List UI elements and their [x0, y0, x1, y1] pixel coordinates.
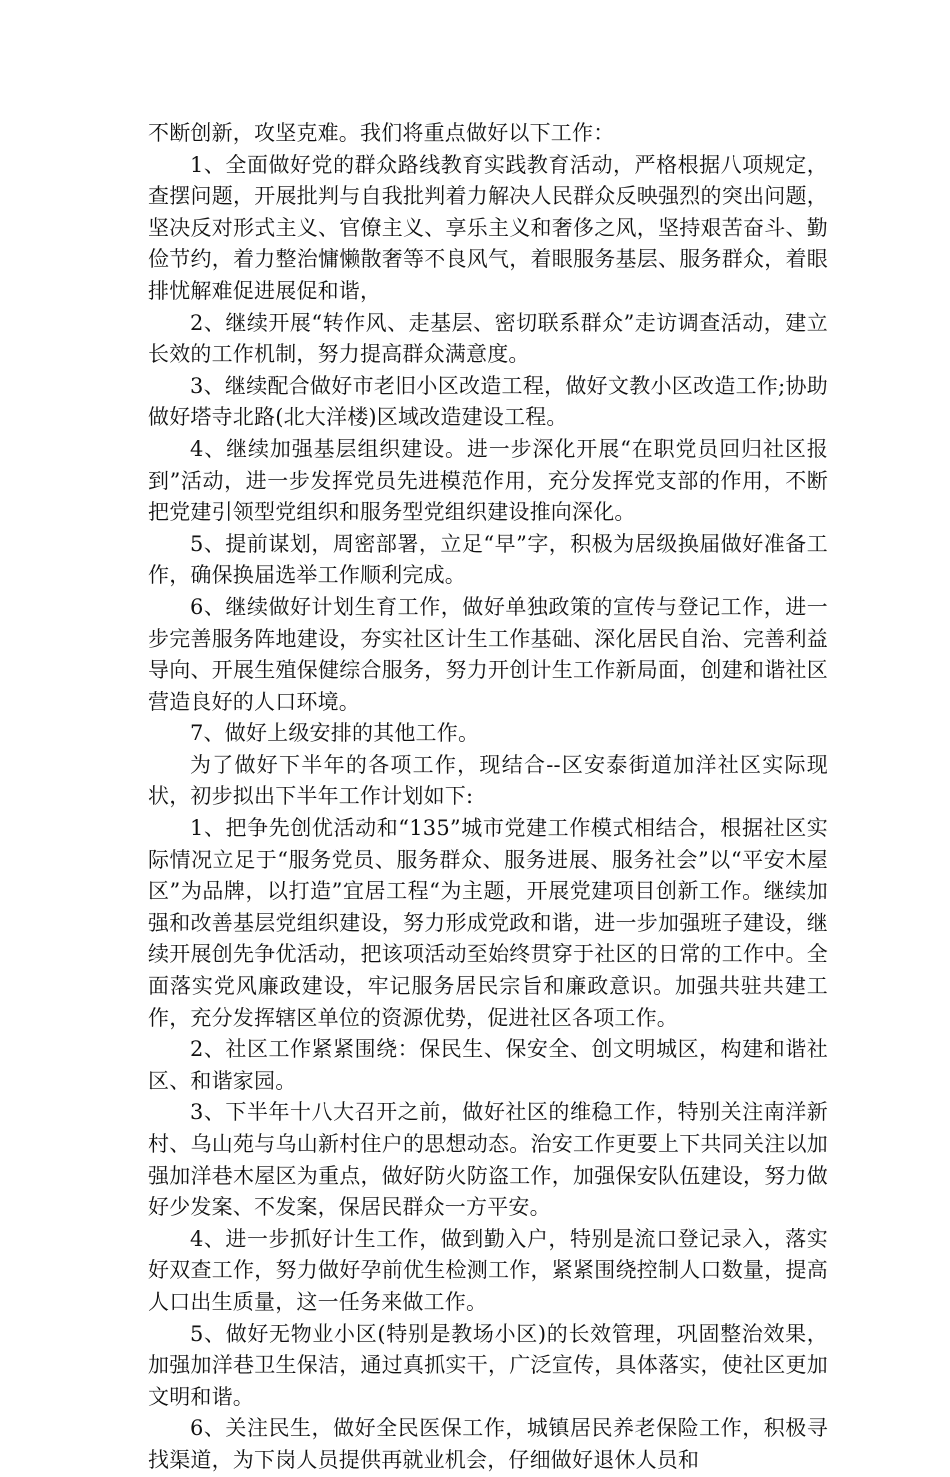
document-body	[148, 118, 828, 1477]
paragraph-intro: 不断创新，攻坚克难。我们将重点做好以下工作：	[148, 121, 615, 145]
paragraph-plan-3: 3、下半年十八大召开之前，做好社区的维稳工作，特别关注南洋新村、乌山苑与乌山新村住户的思想动态。治安工作更要上下共同关注以加强加洋巷木屋区为重点，做好防火防盗工作，加强保安队伍建设，努力做好少发案、不发案，保居民群众一方平安。	[148, 1100, 828, 1220]
paragraph-item-6: 6、继续做好计划生育工作，做好单独政策的宣传与登记工作，进一步完善服务阵地建设，夯实社区计生工作基础、深化居民自治、完善利益导向、开展生殖保健综合服务，努力开创计生工作新局面，创建和谐社区营造良好的人口环境。	[148, 594, 828, 714]
paragraph-item-2: 2、继续开展“转作风、走基层、密切联系群众”走访调查活动，建立长效的工作机制，努力提高群众满意度。	[148, 310, 828, 367]
paragraph-item-7: 7、做好上级安排的其他工作。	[190, 721, 480, 746]
paragraph-item-4: 4、继续加强基层组织建设。进一步深化开展“在职党员回归社区报到”活动，进一步发挥党员先进模范作用，充分发挥党支部的作用，不断把党建引领型党组织和服务型党组织建设推向深化。	[148, 436, 828, 525]
paragraph-plan-6: 6、关注民生，做好全民医保工作，城镇居民养老保险工作，积极寻找渠道，为下岗人员提供再就业机会，仔细做好退休人员和	[148, 1416, 828, 1472]
paragraph-item-3: 3、继续配合做好市老旧小区改造工程，做好文教小区改造工作;协助做好塔寺北路(北大洋楼)区域改造建设工程。	[148, 373, 828, 430]
paragraph-item-1: 1、全面做好党的群众路线教育实践教育活动，严格根据八项规定，查摆问题，开展批判与自我批判着力解决人民群众反映强烈的突出问题，坚决反对形式主义、官僚主义、享乐主义和奢侈之风，坚持艰苦奋斗、勤俭节约，着力整治慵懒散奢等不良风气，着眼服务基层、服务群众，着眼排忧解难促进展促和谐，	[148, 152, 828, 303]
paragraph-plan-5: 5、做好无物业小区(特别是教场小区)的长效管理，巩固整治效果，加强加洋巷卫生保洁，通过真抓实干，广泛宣传，具体落实，使社区更加文明和谐。	[148, 1321, 828, 1409]
paragraph-item-5: 5、提前谋划，周密部署，立足“早”字，积极为居级换届做好准备工作，确保换届选举工作顺利完成。	[148, 531, 828, 588]
paragraph-plan-1: 1、把争先创优活动和“135”城市党建工作模式相结合，根据社区实际情况立足于“服务党员、服务群众、服务进展、服务社会”以“平安木屋区”为品牌，以打造”宜居工程“为主题，开展党建项目创新工作。继续加强和改善基层党组织建设，努力形成党政和谐，进一步加强班子建设，继续开展创先争优活动，把该项活动至始终贯穿于社区的日常的工作中。全面落实党风廉政建设，牢记服务居民宗旨和廉政意识。加强共驻共建工作，充分发挥辖区单位的资源优势，促进社区各项工作。	[148, 816, 828, 1030]
paragraph-plan-intro: 为了做好下半年的各项工作，现结合--区安泰街道加洋社区实际现状，初步拟出下半年工作计划如下:	[148, 752, 828, 809]
paragraph-plan-2: 2、社区工作紧紧围绕：保民生、保安全、创文明城区，构建和谐社区、和谐家园。	[148, 1037, 828, 1093]
paragraph-plan-4: 4、进一步抓好计生工作，做到勤入户，特别是流口登记录入，落实好双查工作，努力做好孕前优生检测工作，紧紧围绕控制人口数量，提高人口出生质量，这一任务来做工作。	[148, 1226, 828, 1314]
